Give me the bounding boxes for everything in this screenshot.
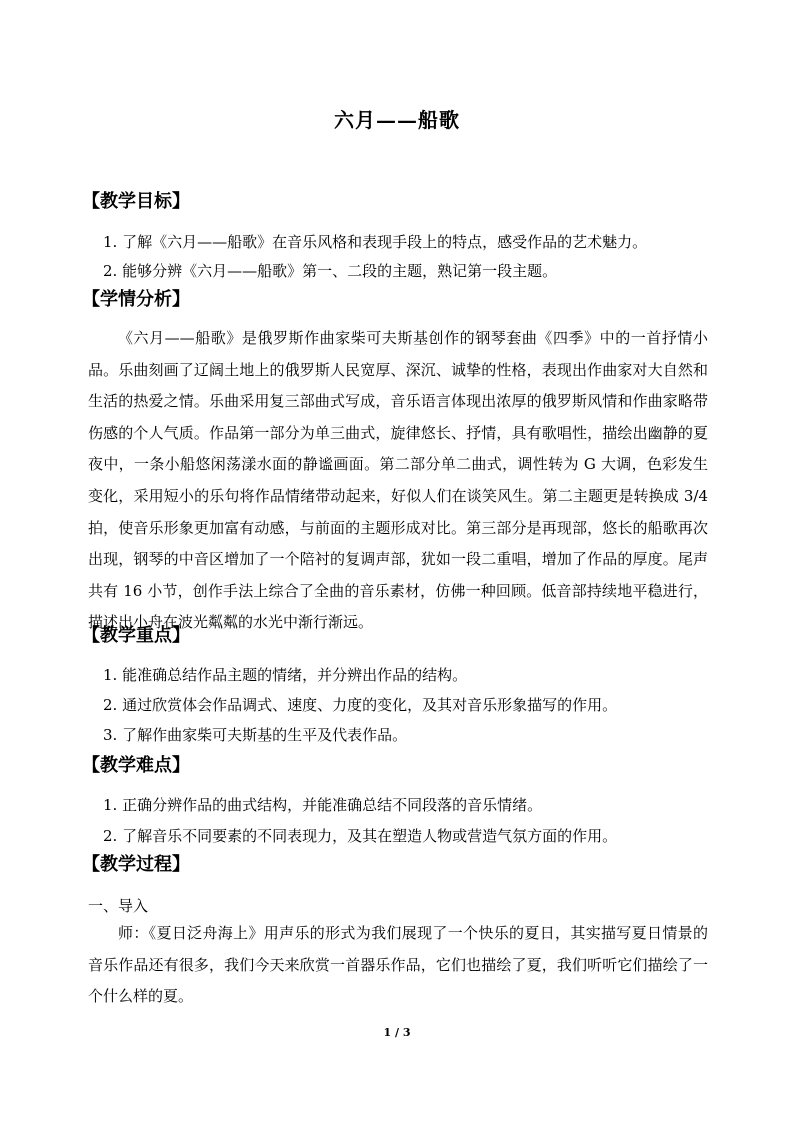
section-heading-goals: 【教学目标】 — [82, 191, 190, 212]
goal-item: 2. 能够分辨《六月——船歌》第一、二段的主题，熟记第一段主题。 — [103, 262, 558, 280]
difficulty-item: 2. 了解音乐不同要素的不同表现力，及其在塑造人物或营造气氛方面的作用。 — [103, 827, 618, 845]
section-heading-process: 【教学过程】 — [82, 854, 190, 875]
section-heading-difficulties: 【教学难点】 — [82, 755, 190, 776]
section-heading-key-points: 【教学重点】 — [82, 625, 190, 646]
difficulty-item: 1. 正确分辨作品的曲式结构，并能准确总结不同段落的音乐情绪。 — [103, 796, 543, 814]
process-paragraph: 师：《夏日泛舟海上》用声乐的形式为我们展现了一个快乐的夏日，其实描写夏日情景的音乐作品还有很多，我们今天来欣赏一首器乐作品，它们也描绘了夏，我们听听它们描绘了一个什么样的夏。 — [88, 924, 708, 1006]
goal-item: 1. 了解《六月——船歌》在音乐风格和表现手段上的特点，感受作品的艺术魅力。 — [103, 233, 648, 251]
section-heading-analysis: 【学情分析】 — [82, 289, 190, 310]
key-point-item: 3. 了解作曲家柴可夫斯基的生平及代表作品。 — [103, 726, 408, 744]
analysis-paragraph: 《六月——船歌》是俄罗斯作曲家柴可夫斯基创作的钢琴套曲《四季》中的一首抒情小品。乐曲刻画了辽阔土地上的俄罗斯人民宽厚、深沉、诚挚的性格，表现出作曲家对大自然和生活的热爱之情。乐曲采用复三部曲式写成，音乐语言体现出浓厚的俄罗斯风情和作曲家略带伤感的个人气质。作品第一部分为单三曲式，旋律悠长、抒情，具有歌唱性，描绘出幽静的夏夜中，一条小船悠闲荡漾水面的静谧画面。第二部分单二曲式，调性转为 G 大调，色彩发生变化，采用短小的乐句将作品情绪带动起来，好似人们在谈笑风生。第二主题更是转换成 3/4 拍，使音乐形象更加富有动感，与前面的主题形成对比。第三部分是再现部，悠长的船歌再次出现，钢琴的中音区增加了一个陪衬的复调声部，犹如一段二重唱，增加了作品的厚度。尾声共有 16 小节，创作手法上综合了全曲的音乐素材，仿佛一种回顾。低音部持续地平稳进行，描述出小舟在波光粼粼的水光中渐行渐远。 — [88, 329, 708, 632]
key-point-item: 2. 通过欣赏体会作品调式、速度、力度的变化，及其对音乐形象描写的作用。 — [103, 696, 618, 714]
key-point-item: 1. 能准确总结作品主题的情绪，并分辨出作品的结构。 — [103, 666, 468, 684]
document-title: 六月——船歌 — [334, 108, 460, 132]
process-subheading: 一、导入 — [88, 897, 149, 915]
page-number: 1 / 3 — [383, 1026, 411, 1039]
